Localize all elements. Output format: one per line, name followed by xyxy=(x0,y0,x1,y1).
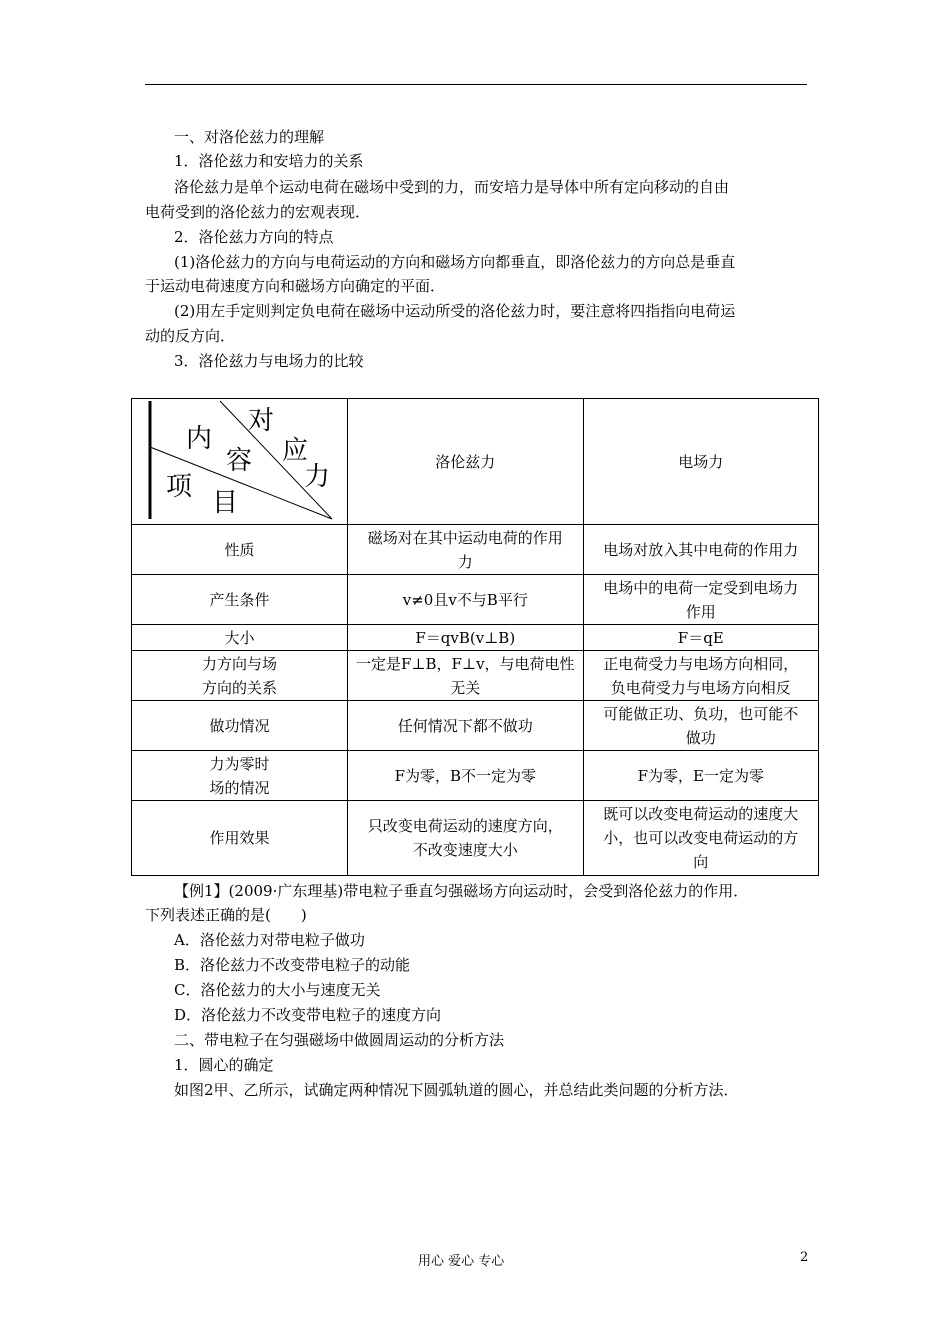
cell-lorentz: F为零，B不一定为零 xyxy=(348,751,584,801)
row-label: 大小 xyxy=(132,625,348,651)
section-2-title: 二、带电粒子在匀强磁场中做圆周运动的分析方法 xyxy=(174,1031,505,1049)
corner-char: 目 xyxy=(212,488,239,518)
paragraph-line: 洛伦兹力是单个运动电荷在磁场中受到的力，而安培力是导体中所有定向移动的自由 xyxy=(174,178,730,196)
option-c: C．洛伦兹力的大小与速度无关 xyxy=(174,981,381,999)
cell-lorentz: 任何情况下都不做功 xyxy=(348,701,584,751)
header-rule xyxy=(145,84,807,85)
paragraph-line: 电荷受到的洛伦兹力的宏观表现． xyxy=(145,203,371,221)
column-header-lorentz: 洛伦兹力 xyxy=(348,399,584,525)
paragraph-line: (1)洛伦兹力的方向与电荷运动的方向和磁场方向都垂直，即洛伦兹力的方向总是垂直 xyxy=(174,253,736,271)
option-b: B．洛伦兹力不改变带电粒子的动能 xyxy=(174,956,411,974)
row-label: 力方向与场 方向的关系 xyxy=(132,651,348,701)
cell-electric: F＝qE xyxy=(583,625,818,651)
cell-electric: 可能做正功、负功，也可能不 做功 xyxy=(583,701,818,751)
example-1-stem: 【例1】(2009·广东理基)带电粒子垂直匀强磁场方向运动时，会受到洛伦兹力的作用． xyxy=(174,882,749,900)
corner-char: 对 xyxy=(248,406,275,436)
comparison-table xyxy=(131,398,819,876)
cell-lorentz: 磁场对在其中运动电荷的作用 力 xyxy=(348,525,584,575)
paragraph-line: 于运动电荷速度方向和磁场方向确定的平面． xyxy=(145,277,446,295)
table-corner-diagonal-cell xyxy=(132,399,348,525)
row-label: 力为零时 场的情况 xyxy=(132,751,348,801)
cell-electric: 既可以改变电荷运动的速度大 小，也可以改变电荷运动的方 向 xyxy=(583,801,818,876)
cell-electric: 电场中的电荷一定受到电场力 作用 xyxy=(583,575,818,625)
corner-char: 项 xyxy=(166,472,193,502)
option-d: D．洛伦兹力不改变带电粒子的速度方向 xyxy=(174,1006,442,1024)
cell-lorentz: F＝qvB(v⊥B) xyxy=(348,625,584,651)
paragraph-line: 如图2甲、乙所示，试确定两种情况下圆弧轨道的圆心，并总结此类问题的分析方法． xyxy=(174,1081,739,1099)
table-row xyxy=(132,575,819,625)
table-row xyxy=(132,625,819,651)
column-header-electric: 电场力 xyxy=(583,399,818,525)
cell-electric: 电场对放入其中电荷的作用力 xyxy=(583,525,818,575)
row-label: 产生条件 xyxy=(132,575,348,625)
diagonal-header-graphic xyxy=(132,399,347,524)
row-label: 性质 xyxy=(132,525,348,575)
cell-electric: F为零，E一定为零 xyxy=(583,751,818,801)
table-row xyxy=(132,651,819,701)
cell-lorentz: 一定是F⊥B，F⊥v，与电荷电性 无关 xyxy=(348,651,584,701)
subsection-1-2-title: 2．洛伦兹力方向的特点 xyxy=(174,228,334,246)
cell-lorentz: v≠0且v不与B平行 xyxy=(348,575,584,625)
paragraph-line: (2)用左手定则判定负电荷在磁场中运动所受的洛伦兹力时，要注意将四指指向电荷运 xyxy=(174,302,736,320)
paragraph-line: 动的反方向． xyxy=(145,327,236,345)
subsection-1-1-title: 1．洛伦兹力和安培力的关系 xyxy=(174,152,364,170)
corner-char: 内 xyxy=(186,424,213,454)
subsection-2-1-title: 1．圆心的确定 xyxy=(174,1056,274,1074)
page-number: 2 xyxy=(800,1250,809,1265)
subsection-1-3-title: 3．洛伦兹力与电场力的比较 xyxy=(174,352,364,370)
table-row xyxy=(132,751,819,801)
corner-char: 力 xyxy=(304,462,331,492)
section-1-title: 一、对洛伦兹力的理解 xyxy=(174,128,325,146)
table-header-row xyxy=(132,399,819,525)
option-a: A．洛伦兹力对带电粒子做功 xyxy=(174,931,365,949)
row-label: 做功情况 xyxy=(132,701,348,751)
footer-slogan: 用心 爱心 专心 xyxy=(418,1254,505,1269)
table-row xyxy=(132,801,819,876)
example-1-stem: 下列表述正确的是( ) xyxy=(145,906,307,924)
corner-char: 容 xyxy=(226,446,253,476)
cell-electric: 正电荷受力与电场方向相同， 负电荷受力与电场方向相反 xyxy=(583,651,818,701)
table-row xyxy=(132,525,819,575)
table-row xyxy=(132,701,819,751)
row-label: 作用效果 xyxy=(132,801,348,876)
corner-char: 应 xyxy=(282,436,309,466)
cell-lorentz: 只改变电荷运动的速度方向， 不改变速度大小 xyxy=(348,801,584,876)
